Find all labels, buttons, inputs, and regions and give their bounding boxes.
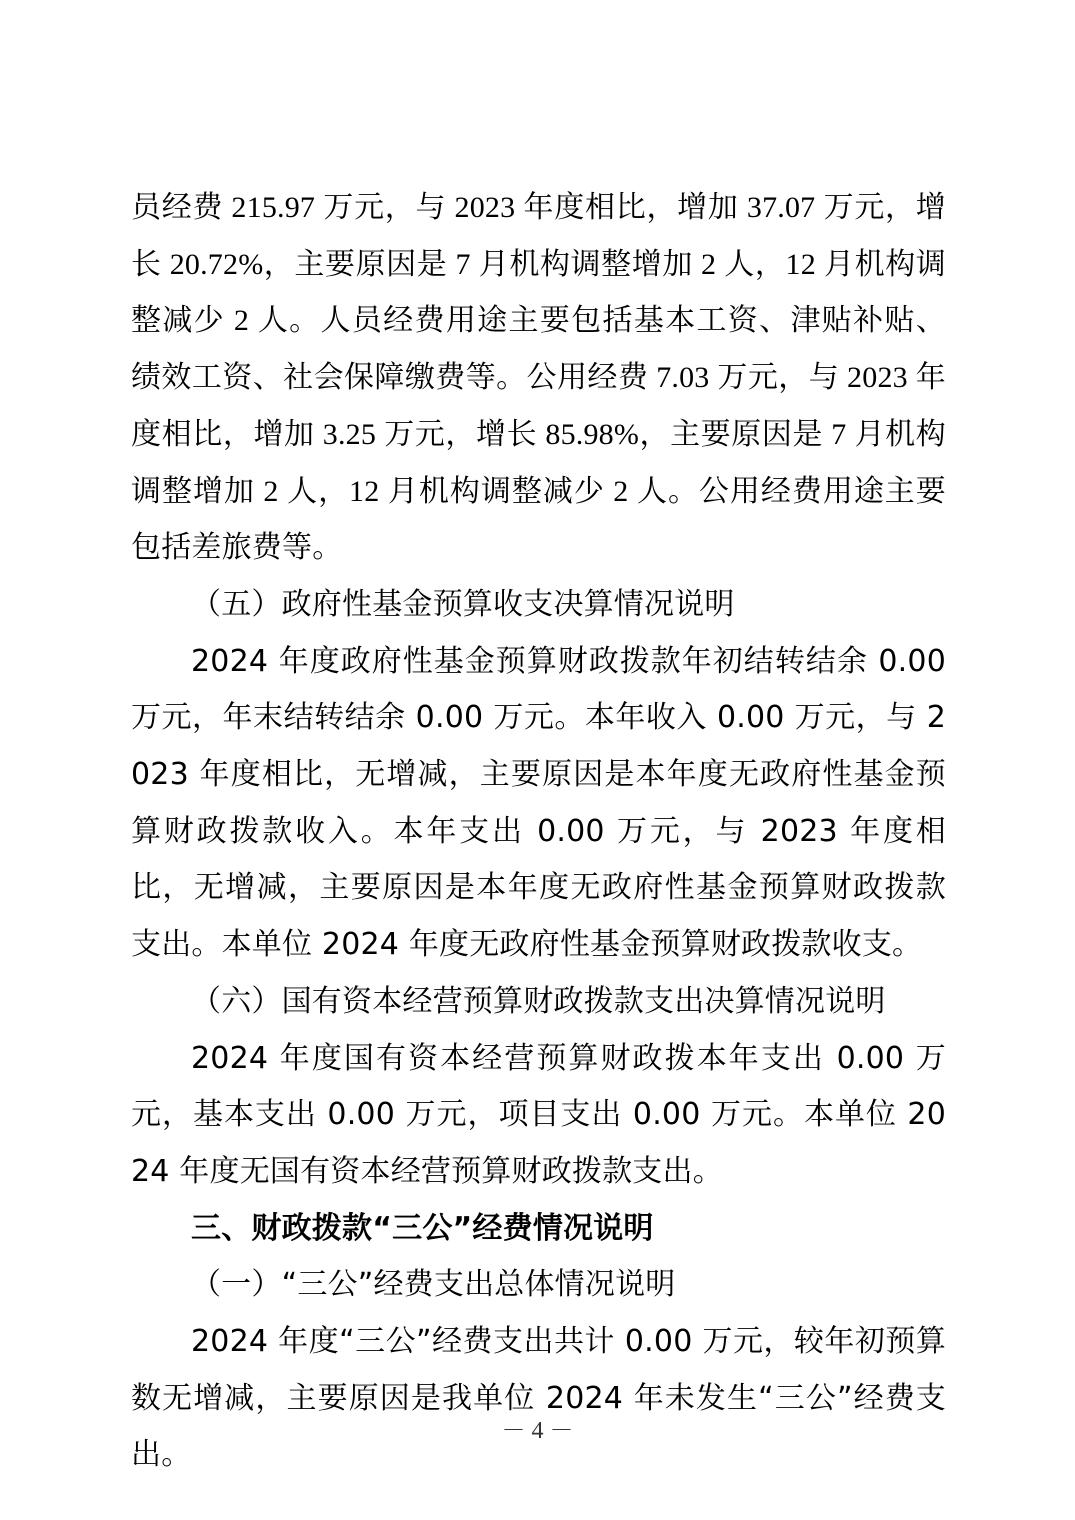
paragraph-personnel-expense-continued: 员经费 215.97 万元，与 2023 年度相比，增加 37.07 万元，增长 20.72%，主要原因是 7 月机构调整增加 2 人，12 月机构调整减少 2 人。人员经费用途主要包括基本工资、津贴补贴、绩效工资、社会保障缴费等。公用经费 7.03 万元，与 2023 年度相比，增加 3.25 万元，增长 85.98%，主要原因是 7 月机构调整增加 2 人，12 月机构调整减少 2 人。公用经费用途主要包括差旅费等。 bbox=[131, 191, 946, 565]
section-heading-government-fund-budget: （五）政府性基金预算收支决算情况说明 bbox=[191, 586, 735, 622]
document-body bbox=[131, 180, 946, 1484]
page-number: － 4 － bbox=[501, 1418, 574, 1444]
paragraph-three-public-overall: 2024 年度“三公”经费支出共计 0.00 万元，较年初预算数无增减，主要原因是我单位 2024 年未发生“三公”经费支出。 bbox=[131, 1324, 946, 1473]
section-heading-three-public-expenses: 三、财政拨款“三公”经费情况说明 bbox=[191, 1210, 654, 1246]
paragraph-government-fund-budget: 2024 年度政府性基金预算财政拨款年初结转结余 0.00 万元，年末结转结余 0.00 万元。本年收入 0.00 万元，与 2023 年度相比，无增减，主要原因是本年度无政府性基金预算财政拨款收入。本年支出 0.00 万元，与 2023 年度相比，无增减，主要原因是本年度无政府性基金预算财政拨款支出。本单位 2024 年度无政府性基金预算财政拨款收支。 bbox=[131, 643, 946, 963]
section-heading-state-capital-budget: （六）国有资本经营预算财政拨款支出决算情况说明 bbox=[191, 983, 886, 1019]
subsection-heading-three-public-overall: （一）“三公”经费支出总体情况说明 bbox=[191, 1267, 676, 1303]
paragraph-state-capital-budget: 2024 年度国有资本经营预算财政拨本年支出 0.00 万元，基本支出 0.00 万元，项目支出 0.00 万元。本单位 2024 年度无国有资本经营预算财政拨款支出。 bbox=[131, 1040, 946, 1189]
